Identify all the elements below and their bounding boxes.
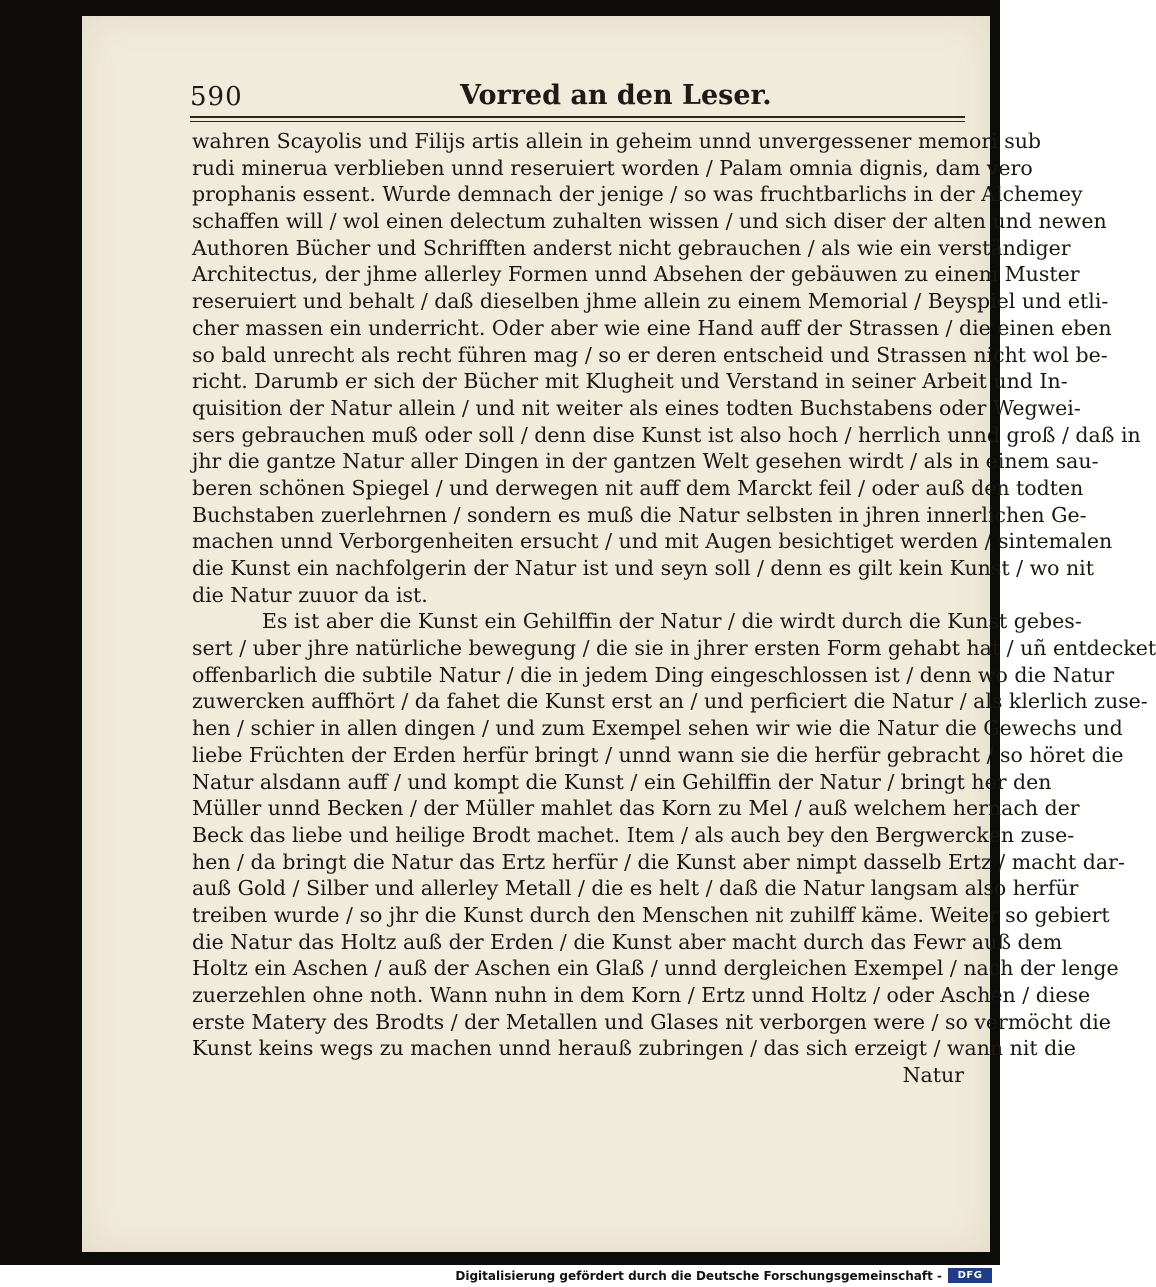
text-line: Müller unnd Becken / der Müller mahlet das Korn zu Mel / auß welchem hernach der (192, 796, 1080, 821)
running-title: Vorred an den Leser. (460, 80, 772, 111)
text-line: Holtz ein Aschen / auß der Aschen ein Glaß / unnd dergleichen Exempel / nach der lenge (192, 956, 1119, 981)
text-line: liebe Früchten der Erden herfür bringt / unnd wann sie die herfür gebracht / so höret die (192, 742, 1124, 767)
text-line: die Kunst ein nachfolgerin der Natur ist und seyn soll / denn es gilt kein Kunst / wo nit (192, 556, 1094, 580)
text-line: auß Gold / Silber und allerley Metall / die es helt / daß die Natur langsam also herfür (192, 876, 1079, 901)
paragraph-start-line: Es ist aber die Kunst ein Gehilffin der Natur / die wirdt durch die Kunst gebes- (262, 609, 1082, 634)
text-line: treiben wurde / so jhr die Kunst durch den Menschen nit zuhilff käme. Weiter so gebiert (192, 902, 1110, 927)
text-line: jhr die gantze Natur aller Dingen in der gantzen Welt gesehen wirdt / als in einem sau- (192, 449, 1099, 474)
text-line: die Natur zuuor da ist. (192, 582, 428, 607)
text-line: richt. Darumb er sich der Bücher mit Klugheit und Verstand in seiner Arbeit und In- (192, 369, 1068, 394)
text-line: erste Matery des Brodts / der Metallen und Glases nit verborgen were / so vermöcht die (192, 1009, 1111, 1034)
text-line: beren schönen Spiegel / und derwegen nit auff dem Marckt feil / oder auß den todten (192, 475, 1084, 500)
text-line: so bald unrecht als recht führen mag / so er deren entscheid und Strassen nicht wol be- (192, 342, 1108, 367)
text-line: zuerzehlen ohne noth. Wann nuhn in dem Korn / Ertz unnd Holtz / oder Aschen / diese (192, 983, 1091, 1007)
text-line: Kunst keins wegs zu machen unnd herauß zubringen / das sich erzeigt / wann nit die (192, 1036, 1076, 1061)
body-text (192, 128, 1156, 1089)
text-line: machen unnd Verborgenheiten ersucht / und mit Augen besichtiget werden / sintemalen (192, 529, 1113, 554)
text-line: die Natur das Holtz auß der Erden / die Kunst aber macht durch das Fewr auß dem (192, 929, 1063, 954)
header-rule-thin (190, 121, 965, 122)
footer-bar (0, 1265, 1000, 1287)
page-number: 590 (190, 82, 243, 112)
header-rule (190, 116, 965, 118)
text-line: Natur alsdann auff / und kompt die Kunst / ein Gehilffin der Natur / bringt her den (192, 769, 1052, 794)
text-line: schaffen will / wol einen delectum zuhalten wissen / und sich diser der alten und newen (192, 209, 1107, 234)
page-header (190, 76, 965, 116)
text-line: sert / uber jhre natürliche bewegung / die sie in jhrer ersten Form gehabt hat / uñ entdecket (192, 636, 1156, 661)
text-line: cher massen ein underricht. Oder aber wie eine Hand auff der Strassen / die einen eben (192, 315, 1112, 340)
text-line: hen / da bringt die Natur das Ertz herfür / die Kunst aber nimpt dasselb Ertz / macht dar- (192, 849, 1125, 874)
text-line: Authoren Bücher und Schrifften anderst nicht gebrauchen / als wie ein verständiger (192, 235, 1071, 260)
text-line: quisition der Natur allein / und nit weiter als eines todten Buchstabens oder Wegwei- (192, 395, 1081, 420)
text-line: zuwercken auffhört / da fahet die Kunst erst an / und perficiert die Natur / als klerlich zuse- (192, 689, 1148, 714)
catchword: Natur (902, 1063, 964, 1088)
text-line: Architectus, der jhme allerley Formen unnd Absehen der gebäuwen zu einem Muster (192, 262, 1080, 287)
text-line: Buchstaben zuerlehrnen / sondern es muß die Natur selbsten in jhren innerlichen Ge- (192, 502, 1087, 527)
text-line: hen / schier in allen dingen / und zum Exempel sehen wir wie die Natur die Gewechs und (192, 716, 1123, 741)
text-line: rudi minerua verblieben unnd reseruiert worden / Palam omnia dignis, dam vero (192, 155, 1033, 180)
text-line: Beck das liebe und heilige Brodt machet. Item / als auch bey den Bergwercken zuse- (192, 822, 1075, 847)
text-line: reseruiert und behalt / daß dieselben jhme allein zu einem Memorial / Beyspiel und etli- (192, 289, 1109, 314)
funding-note: Digitalisierung gefördert durch die Deutsche Forschungsgemeinschaft - (455, 1269, 942, 1283)
text-line: prophanis essent. Wurde demnach der jenige / so was fruchtbarlichs in der Alchemey (192, 182, 1083, 207)
text-line: wahren Scayolis und Filijs artis allein in geheim unnd unvergessener memori sub (192, 129, 1042, 153)
text-line: offenbarlich die subtile Natur / die in jedem Ding eingeschlossen ist / denn wo die Natur (192, 662, 1115, 687)
dfg-logo: DFG (948, 1268, 992, 1283)
text-line: sers gebrauchen muß oder soll / denn dise Kunst ist also hoch / herrlich unnd groß / daß in (192, 422, 1141, 447)
